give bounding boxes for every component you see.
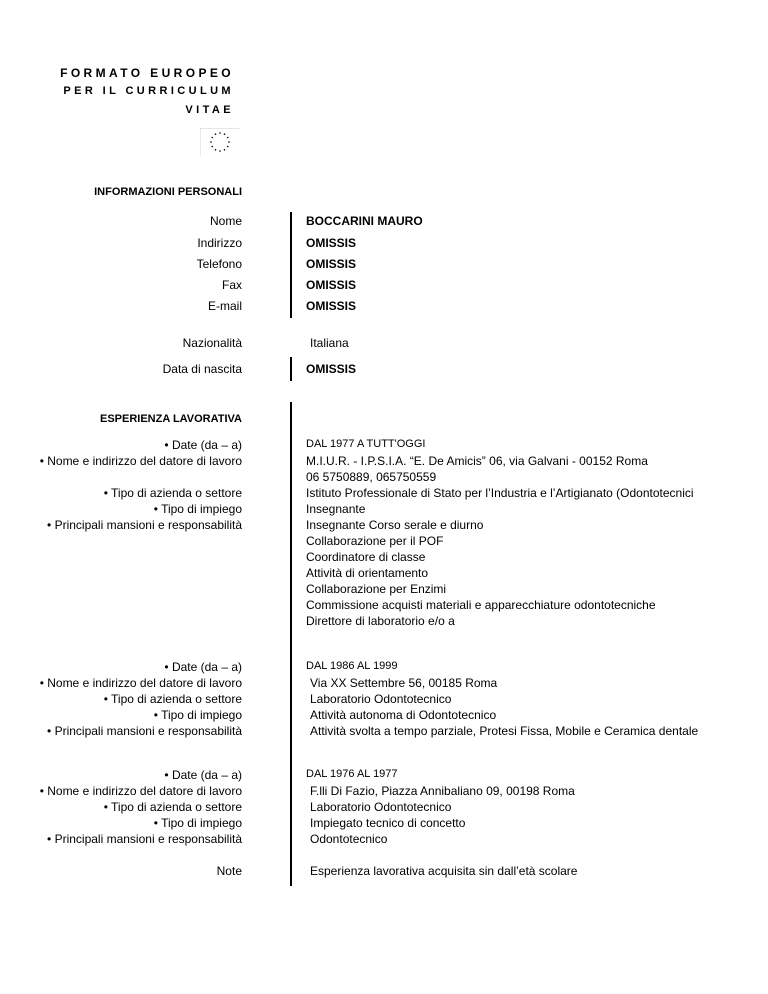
personal-info-heading <box>94 182 242 200</box>
label-name: Nome <box>209 214 242 228</box>
eu-star <box>219 132 221 134</box>
eu-star <box>211 137 213 139</box>
job2-employer: Via XX Settembre 56, 00185 Roma <box>310 676 498 690</box>
label-birthdate: Data di nascita <box>162 362 242 376</box>
job1-duty: Collaborazione per il POF <box>306 534 444 548</box>
value-birthdate: OMISSIS <box>306 362 357 376</box>
divider-birth <box>290 357 292 381</box>
job2-duties: Attività svolta a tempo parziale, Protesi Fissa, Mobile e Ceramica dentale <box>310 724 699 738</box>
job2-label-employer: • Nome e indirizzo del datore di lavoro <box>39 676 242 690</box>
eu-star <box>215 133 217 135</box>
eu-star <box>224 149 226 151</box>
job3-type: Impiegato tecnico di concetto <box>310 816 466 830</box>
eu-star <box>224 133 226 135</box>
job1-duty: Insegnante Corso serale e diurno <box>306 518 484 532</box>
eu-star <box>227 146 229 148</box>
job3-label-employer: • Nome e indirizzo del datore di lavoro <box>39 784 242 798</box>
job2-label-sector: • Tipo di azienda o settore <box>103 692 242 706</box>
job2-type: Attività autonoma di Odontotecnico <box>310 708 497 722</box>
job1-label-employer: • Nome e indirizzo del datore di lavoro <box>39 454 242 468</box>
job3-label-sector: • Tipo di azienda o settore <box>103 800 242 814</box>
job1-date: DAL 1977 A TUTT'OGGI <box>306 438 426 450</box>
cv-title-line-1-text: FORMATO EUROPEO <box>60 66 234 80</box>
divider-personal <box>290 212 292 318</box>
label-phone: Telefono <box>196 257 242 271</box>
cv-title-line-3-text: VITAE <box>185 104 234 116</box>
job3-label-type: • Tipo di impiego <box>153 816 242 830</box>
job2-sector: Laboratorio Odontotecnico <box>310 692 452 706</box>
personal-info-heading-text: INFORMAZIONI PERSONALI <box>94 186 242 198</box>
eu-star <box>211 146 213 148</box>
job3-date: DAL 1976 AL 1977 <box>306 768 398 780</box>
job1-sector: Istituto Professionale di Stato per l’Industria e l’Artigianato (Odontotecnici <box>306 486 694 500</box>
work-experience-heading <box>100 409 242 427</box>
job3-label-duties: • Principali mansioni e responsabilità <box>47 832 242 846</box>
job1-employer-phone: 06 5750889, 065750559 <box>306 470 437 484</box>
job2-label-type: • Tipo di impiego <box>153 708 242 722</box>
value-address: OMISSIS <box>306 236 357 250</box>
cv-title-line-1 <box>60 66 234 80</box>
job1-label-type: • Tipo di impiego <box>153 502 242 516</box>
value-email: OMISSIS <box>306 299 357 313</box>
label-email: E-mail <box>207 299 242 313</box>
job2-date: DAL 1986 AL 1999 <box>306 660 398 672</box>
value-nationality: Italiana <box>310 336 349 350</box>
eu-star <box>215 149 217 151</box>
label-address: Indirizzo <box>197 236 242 250</box>
job1-duty: Collaborazione per Enzimi <box>306 582 447 596</box>
job1-label-duties: • Principali mansioni e responsabilità <box>47 518 242 532</box>
eu-star <box>219 150 221 152</box>
label-nationality: Nazionalità <box>182 336 242 350</box>
cv-title-line-3 <box>185 104 234 116</box>
job3-label-date: • Date (da – a) <box>164 768 242 782</box>
job1-label-sector: • Tipo di azienda o settore <box>103 486 242 500</box>
job2-label-date: • Date (da – a) <box>164 660 242 674</box>
cv-title-line-2-text: PER IL CURRICULUM <box>63 85 234 97</box>
job1-employer: M.I.U.R. - I.P.S.I.A. “E. De Amicis” 06, via Galvani - 00152 Roma <box>306 454 648 468</box>
label-fax: Fax <box>221 278 242 292</box>
job3-employer: F.lli Di Fazio, Piazza Annibaliano 09, 00198 Roma <box>310 784 575 798</box>
value-name: BOCCARINI MAURO <box>306 214 423 228</box>
job1-type: Insegnante <box>306 502 366 516</box>
value-phone: OMISSIS <box>306 257 357 271</box>
job1-duty: Coordinatore di classe <box>306 550 426 564</box>
note-value: Esperienza lavorativa acquisita sin dall’età scolare <box>310 864 578 878</box>
job2-label-duties: • Principali mansioni e responsabilità <box>47 724 242 738</box>
eu-star <box>210 141 212 143</box>
cv-title-line-2 <box>63 85 234 97</box>
value-fax: OMISSIS <box>306 278 357 292</box>
job1-duty: Attività di orientamento <box>306 566 429 580</box>
eu-star <box>227 137 229 139</box>
eu-flag-icon <box>200 128 240 156</box>
job1-label-date: • Date (da – a) <box>164 438 242 452</box>
eu-star <box>228 141 230 143</box>
job1-duty: Commissione acquisti materiali e apparecchiature odontotecniche <box>306 598 656 612</box>
job3-duties: Odontotecnico <box>310 832 388 846</box>
note-label: Note <box>216 864 242 878</box>
job3-sector: Laboratorio Odontotecnico <box>310 800 452 814</box>
job1-duty: Direttore di laboratorio e/o a <box>306 614 455 628</box>
work-experience-heading-text: ESPERIENZA LAVORATIVA <box>100 413 242 425</box>
divider-work <box>290 402 292 886</box>
